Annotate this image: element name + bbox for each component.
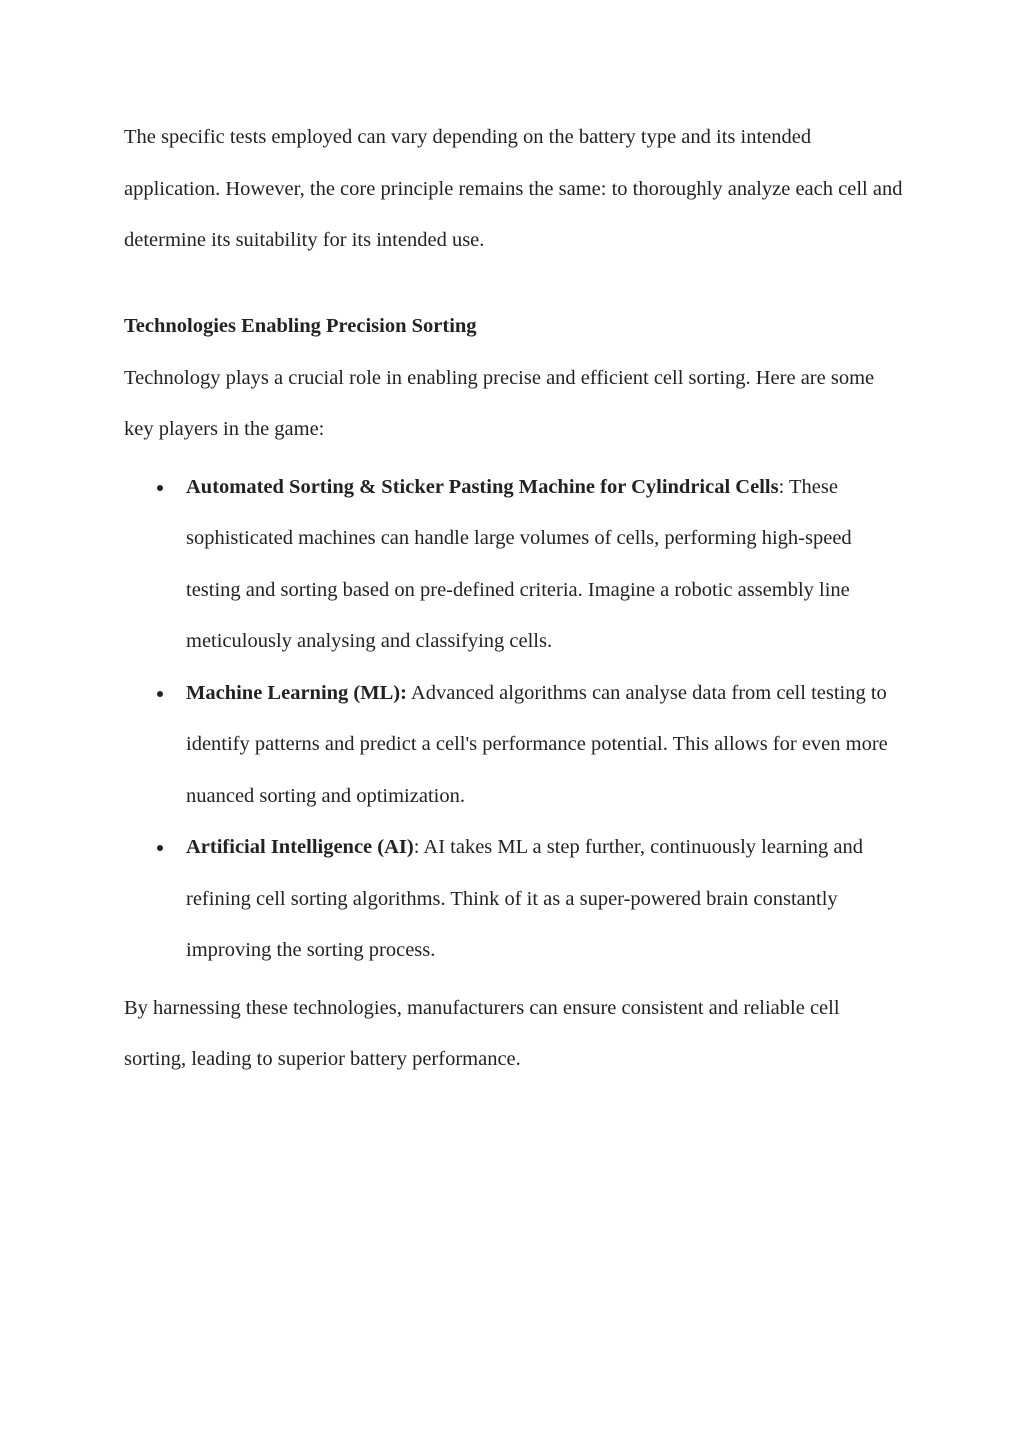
list-item-term: Artificial Intelligence (AI): [186, 836, 414, 858]
list-item-term: Machine Learning (ML):: [186, 681, 407, 704]
document-page: [124, 112, 904, 1086]
list-item-description: : AI takes ML a step further, continuously learning and refining cell sorting algorithms. Think of it as a super-powered brain constantly improving the sorting process.: [186, 836, 864, 961]
technology-list: [124, 462, 904, 977]
list-item: [186, 822, 904, 977]
section-lead-paragraph: Technology plays a crucial role in enabling precise and efficient cell sorting. Here are some key players in the game:: [124, 366, 875, 440]
intro-paragraph: The specific tests employed can vary depending on the battery type and its intended application. However, the core principle remains the same: to thoroughly analyze each cell and determine its suitability for its intended use.: [124, 126, 903, 251]
list-item-term: Automated Sorting & Sticker Pasting Machine for Cylindrical Cells: [186, 475, 779, 498]
list-item: [186, 462, 904, 668]
closing-paragraph: By harnessing these technologies, manufacturers can ensure consistent and reliable cell sorting, leading to superior battery performance.: [124, 996, 840, 1070]
section-heading: Technologies Enabling Precision Sorting: [124, 314, 477, 337]
list-item-description: : These sophisticated machines can handle large volumes of cells, performing high-speed testing and sorting based on pre-defined criteria. Imagine a robotic assembly line meticulously analysing and classifying cells.: [186, 475, 852, 652]
bullet-icon: [157, 485, 163, 491]
bullet-icon: [157, 845, 163, 851]
list-item-description: Advanced algorithms can analyse data from cell testing to identify patterns and predict a cell's performance potential. This allows for even more nuanced sorting and optimization.: [186, 681, 888, 807]
bullet-icon: [157, 691, 163, 697]
list-item: [186, 668, 904, 823]
